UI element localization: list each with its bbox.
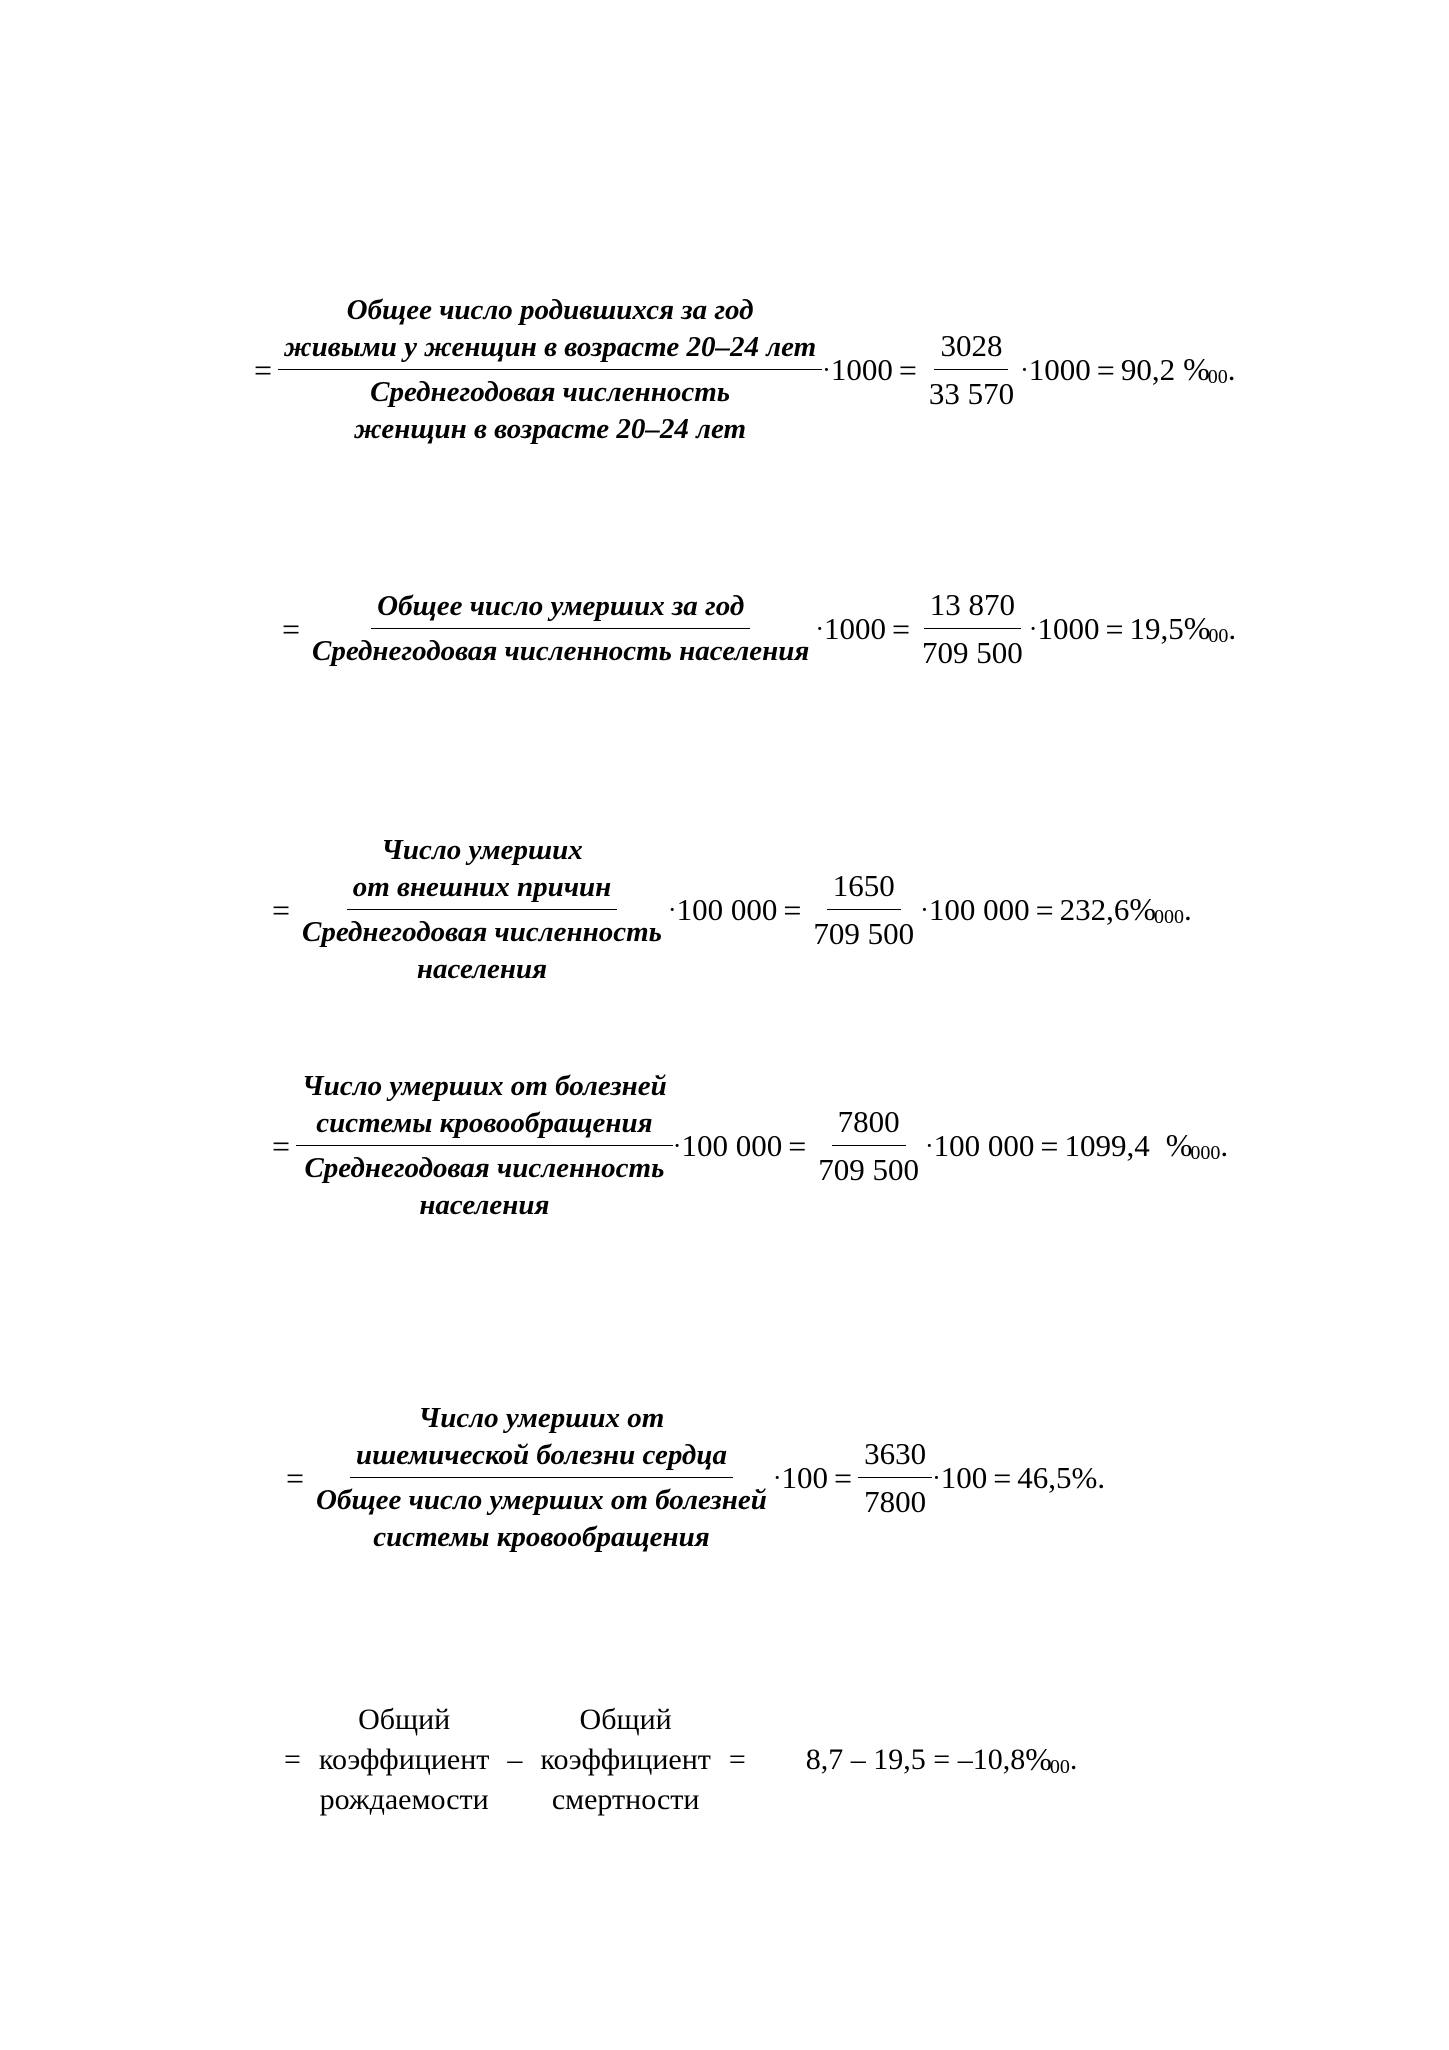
numerator-line: ишемической болезни сердца (355, 1439, 727, 1471)
numerator-line: живыми у женщин в возрасте 20–24 лет (284, 331, 817, 363)
multiplier: 1000 (1028, 352, 1091, 387)
denominator-line: Среднегодовая численность (304, 1152, 665, 1184)
term-line: смертности (551, 1783, 700, 1816)
fraction-definition (278, 292, 822, 448)
denominator-line: Среднегодовая численность (302, 916, 662, 948)
value-numerator: 1650 (827, 866, 901, 910)
multiplier: 100 000 (928, 892, 1030, 927)
fraction-definition (296, 832, 668, 988)
denominator-line: Среднегодовая численность (370, 376, 731, 408)
permille-unit: $\%_{00}$ (1025, 1741, 1070, 1778)
formula-external-causes: = Число умерших от внешних причин Среднегодовая численность населения · 100 000 = $\frac{1650}{709 500}$ · 100 000 = 232,6 $\%_{000}$ . (266, 832, 1192, 988)
value-numerator: 13 870 (924, 585, 1021, 629)
value-numerator: 3028 (934, 326, 1008, 370)
term-line: Общий (579, 1703, 672, 1736)
value-denominator: 709 500 (922, 635, 1023, 670)
numerator-line: Число умерших от болезней (302, 1070, 667, 1102)
result-value: 90,2 (1120, 352, 1176, 387)
multiplier: 100 (940, 1460, 988, 1495)
multiplier: 100 000 (681, 1128, 783, 1163)
multiplier: 100 000 (933, 1128, 1035, 1163)
term-birth-rate (319, 1700, 489, 1820)
fraction-values (916, 585, 1029, 673)
numerator-line: Число умерших (381, 834, 583, 866)
formula-mortality-rate: = $\frac{\text{Общее число умерших за год}}{\text{Среднегодовая численность населения}}$ · 1000 = $\frac{13 870}{709 500}$ · 1000 = 19,5 $\%_{00}$ . (276, 585, 1236, 673)
value-denominator: 7800 (864, 1484, 927, 1519)
denominator-line: населения (416, 953, 548, 985)
numerator-line: Общее число родившихся за год (346, 294, 754, 326)
formula-natural-increase: = Общий коэффициент рождаемости – Общий коэффициент смертности = 8,7 – 19,5 = –10,8 $\%_{00}$ . (266, 1700, 1077, 1820)
fraction-values (858, 1434, 932, 1522)
denominator-line: системы кровообращения (373, 1521, 710, 1553)
term-line: коэффициент (540, 1743, 711, 1776)
fraction-values (923, 326, 1020, 414)
fraction-definition (306, 588, 815, 670)
fraction-definition (310, 1400, 773, 1556)
formula-ischemic-share: = Число умерших от ишемической болезни сердца Общее число умерших от болезней системы кровообращения · 100 = $\frac{3630}{7800}$ · 100 = 46,5%. (280, 1400, 1105, 1556)
term-line: рождаемости (319, 1783, 489, 1816)
value-denominator: 33 570 (928, 376, 1015, 411)
equals-sign: = (254, 351, 273, 388)
denominator-line: населения (419, 1189, 550, 1221)
fraction-values (807, 866, 920, 954)
fraction-values (812, 1102, 925, 1190)
result-value: 1099,4 (1064, 1128, 1150, 1163)
result-expression: 8,7 – 19,5 = –10,8 (805, 1743, 1026, 1776)
result-value: 232,6 (1059, 892, 1130, 927)
denominator-line: Общее число умерших от болезней (316, 1484, 767, 1516)
permille-unit: $\%_{000}$ (1165, 1127, 1221, 1164)
multiplier: 1000 (824, 611, 886, 646)
numerator-line: системы кровообращения (316, 1107, 653, 1139)
numerator-line: Общее число умерших за год (377, 590, 745, 622)
permille-unit: $\%_{000}$ (1129, 891, 1185, 928)
numerator-line: Число умерших от (418, 1402, 665, 1434)
denominator-line: женщин в возрасте 20–24 лет (354, 413, 747, 445)
multiplier: 100 (781, 1460, 829, 1495)
result-value: 46,5%. (1017, 1460, 1106, 1495)
term-line: коэффициент (318, 1743, 490, 1776)
multiplier: 1000 (1037, 611, 1100, 646)
formula-birth-rate: = Общее число родившихся за год живыми у женщин в возрасте 20–24 лет Среднегодовая численность женщин в возрасте 20–24 лет · 1000 = $\frac{3028}{33 570}$ · 1000 = 90,2 $\%_{00}$ . (248, 292, 1235, 448)
fraction-definition (296, 1068, 673, 1224)
term-death-rate (540, 1700, 710, 1820)
numerator-line: от внешних причин (352, 871, 612, 903)
term-line: Общий (358, 1703, 451, 1736)
multiplier: 100 000 (676, 892, 778, 927)
result-value: 19,5 (1129, 611, 1184, 646)
multiplier: 1000 (830, 352, 893, 387)
value-denominator: 709 500 (813, 916, 915, 951)
permille-unit: $\%_{00}$ (1183, 610, 1229, 647)
value-numerator: 3630 (858, 1434, 932, 1478)
permille-unit: $\%_{00}$ (1183, 351, 1228, 388)
value-numerator: 7800 (832, 1102, 906, 1146)
value-denominator: 709 500 (818, 1152, 919, 1187)
denominator-line: Среднегодовая численность населения (312, 635, 810, 667)
formula-circulatory: = Число умерших от болезней системы кровообращения Среднегодовая численность населения · 100 000 = $\frac{7800}{709 500}$ · 100 000 = 1099,4 $\%_{000}$ . (266, 1068, 1228, 1224)
